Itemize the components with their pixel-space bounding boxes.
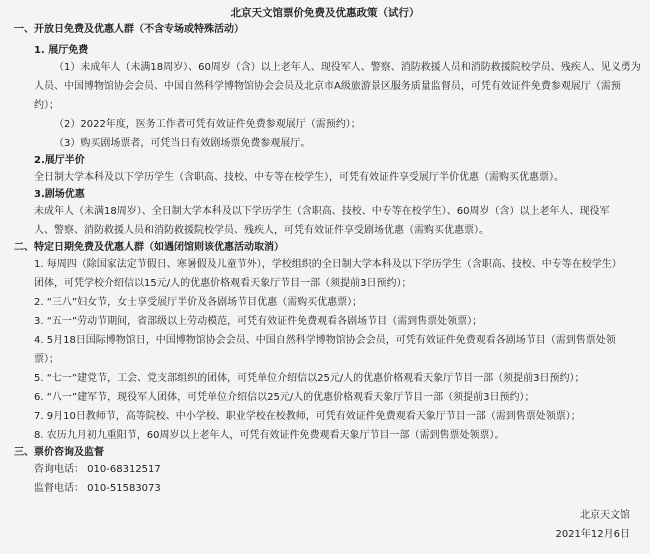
s1-item1-line1: （1）未成年人（未满18周岁）、60周岁（含）以上老年人、现役军人、警察、消防救援人员和消防救援院校学员、残疾人、见义勇为 (54, 62, 641, 73)
s1-item2: （2）2022年度，医务工作者可凭有效证件免费参观展厅（需预约）； (54, 119, 361, 130)
s2-item2: 2. “三八”妇女节，女士享受展厅半价及各剧场节目优惠（需购买优惠票）； (34, 297, 363, 308)
s1-item1-line3: 约）； (34, 100, 59, 111)
s2-item6: 6. “八一”建军节，现役军人团体，可凭单位介绍信以25元/人的优惠价格观看天象厅节目一部（须提前3日预约）； (34, 392, 535, 403)
s2-item1-line2: 团体，可凭学校介绍信以15元/人的优惠价格观看天象厅节目一部（须提前3日预约）； (34, 278, 412, 289)
s1-item1-line2: 人员、中国博物馆协会会员、中国自然科学博物馆协会会员及北京市A级旅游景区服务质量监督员，可凭有效证件免费参观展厅（需预 (34, 81, 621, 92)
signature-org: 北京天文馆 (580, 510, 630, 521)
section1-sub3-heading: 3.剧场优惠 (34, 189, 85, 200)
section1-heading: 一、开放日免费及优惠人群（不含专场或特殊活动） (14, 24, 244, 35)
section2-heading: 二、特定日期免费及优惠人群（如遇闭馆则该优惠活动取消） (14, 242, 284, 253)
s2-item1-line1: 1. 每周四（除国家法定节假日、寒暑假及儿童节外），学校组织的全日制大学本科及以下学历学生（含职高、技校、中专等在校学生） (34, 259, 622, 270)
s1-sub3-line1: 未成年人（未满18周岁）、全日制大学本科及以下学历学生（含职高、技校、中专等在校学生）、60周岁（含）以上老年人、现役军 (34, 206, 610, 217)
s2-item3: 3. “五一”劳动节期间，省部级以上劳动模范，可凭有效证件免费观看各剧场节目（需到售票处领票）； (34, 316, 483, 327)
consult-phone: 咨询电话： 010-68312517 (34, 464, 161, 475)
s2-item8: 8. 农历九月初九重阳节，60周岁以上老年人，可凭有效证件免费观看天象厅节目一部（需到售票处领票）。 (34, 430, 505, 441)
s2-item5: 5. “七一”建党节，工会、党支部组织的团体，可凭单位介绍信以25元/人的优惠价格观看天象厅节目一部（须提前3日预约）； (34, 373, 585, 384)
signature-date: 2021年12月6日 (555, 529, 630, 540)
section1-sub1-heading: 1. 展厅免费 (34, 45, 89, 56)
supervise-phone: 监督电话： 010-51583073 (34, 483, 161, 494)
section3-heading: 三、票价咨询及监督 (14, 447, 104, 458)
page-title: 北京天文馆票价免费及优惠政策（试行） (230, 7, 420, 19)
section1-sub2-heading: 2.展厅半价 (34, 155, 85, 166)
s2-item7: 7. 9月10日教师节，高等院校、中小学校、职业学校在校教师，可凭有效证件免费观看天象厅节目一部（需到售票处领票）； (34, 411, 581, 422)
s2-item4-line2: 票）； (34, 354, 59, 365)
s2-item4-line1: 4. 5月18日国际博物馆日，中国博物馆协会会员、中国自然科学博物馆协会会员，可凭有效证件免费观看各剧场节目（需到售票处领 (34, 335, 616, 346)
s1-sub2-text: 全日制大学本科及以下学历学生（含职高、技校、中专等在校学生），可凭有效证件享受展厅半价优惠（需购买优惠票）。 (34, 172, 564, 183)
s1-item3: （3）购买剧场票者，可凭当日有效剧场票免费参观展厅。 (54, 138, 311, 149)
s1-sub3-line2: 人、警察、消防救援人员和消防救援院校学员、残疾人，可凭有效证件享受剧场优惠（需购买优惠票）。 (34, 225, 489, 236)
